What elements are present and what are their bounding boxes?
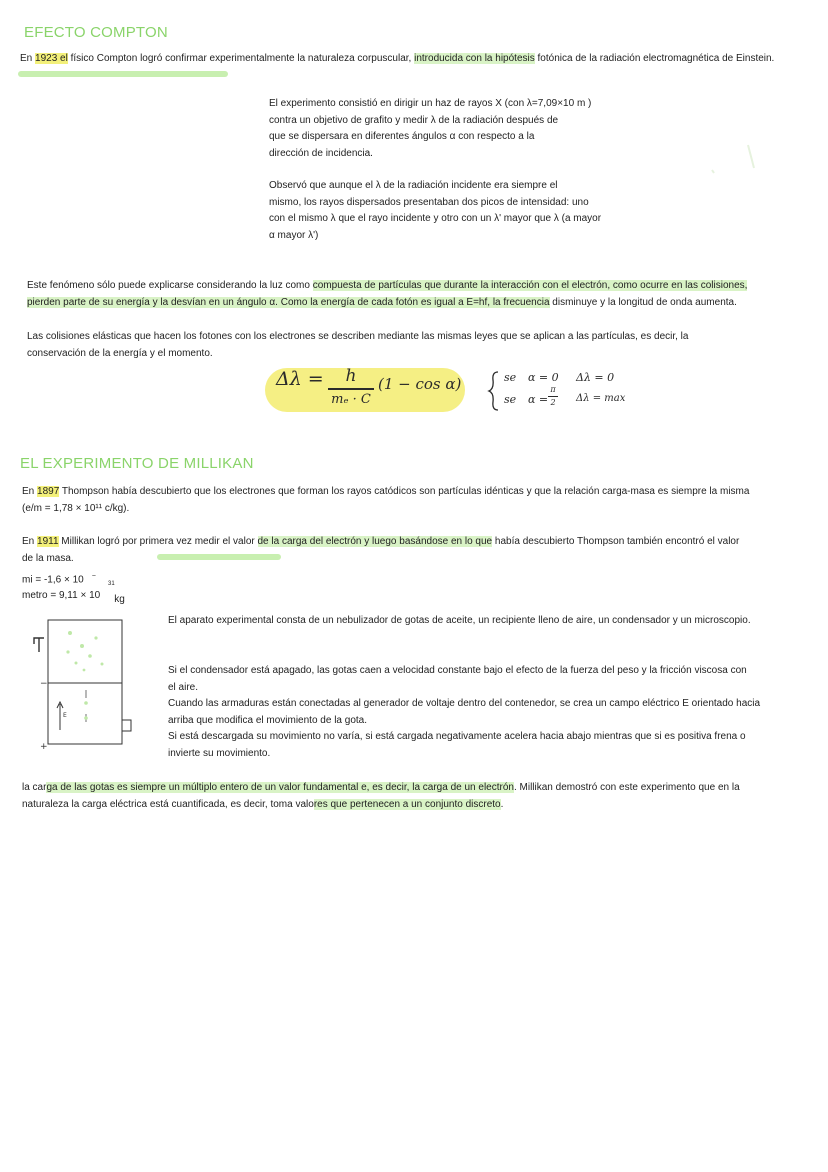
- mass-exponent: 31: [108, 581, 115, 587]
- highlight-stroke: [18, 71, 228, 77]
- compton-explanation: Este fenómeno sólo puede explicarse considerando la luz como compuesta de partículas que durante la interacción con el electrón, como ocurre en las colisiones, pierden parte de su energía y la desvían en un ángulo α. Como la energía de cada fotón es igual a E=hf, la frecuencia disminuye y la longitud de onda aumenta.: [27, 280, 748, 308]
- experiment-paragraph-1: El experimento consistió en dirigir un haz de rayos X (con λ=7,09×10 m ) contra un objetivo de grafito y medir λ de la radiación después de que se dispersara en diferentes ángulos α con respecto a la dirección de incidencia.: [269, 98, 592, 159]
- svg-text:+: +: [40, 742, 48, 752]
- millikan-conclusion: la carga de las gotas es siempre un múltiplo entero de un valor fundamental e, es decir, la carga de un electrón. Millikan demostró con este experimento que en la naturaleza la carga eléctrica está cuantificada, es decir, toma valores que pertenecen a un conjunto discreto.: [22, 782, 740, 810]
- svg-text:E: E: [63, 712, 67, 719]
- compton-heading: EFECTO COMPTON: [24, 24, 168, 41]
- condenser-off-text: Si el condensador está apagado, las gotas caen a velocidad constante bajo el efecto de la fuerza del peso y la fricción viscosa con el aire.: [168, 665, 747, 693]
- experiment-paragraph-2: Observó que aunque el λ de la radiación incidente era siempre el mismo, los rayos dispersados presentaban dos picos de intensidad: uno con el mismo λ que el rayo incidente y otro con un λ' mayor que λ (a mayor α mayor λ'): [269, 180, 602, 241]
- formula-numerator: h: [345, 366, 357, 386]
- formula-lhs: Δλ =: [276, 368, 324, 390]
- highlight-stroke: [157, 554, 281, 560]
- formula-denominator: mₑ · C: [331, 392, 371, 407]
- millikan-paragraph-1: En 1897 Thompson había descubierto que los electrones que forman los rayos catódicos son partículas idénticas y que la relación carga-masa es siempre la misma (e/m = 1,78 × 10¹¹ c/kg).: [22, 486, 750, 514]
- brace-icon: [488, 370, 502, 412]
- electron-mass: metro = 9,11 × 10 kg: [22, 590, 125, 605]
- collisions-paragraph: Las colisiones elásticas que hacen los fotones con los electrones se describen mediante las mismas leyes que se aplican a las partículas, es decir, la conservación de la energía y el momento.: [27, 331, 689, 359]
- apparatus-description: El aparato experimental consta de un nebulizador de gotas de aceite, un recipiente lleno de aire, un condensador y un microscopio.: [168, 615, 751, 626]
- millikan-paragraph-2: En 1911 Millikan logró por primera vez medir el valor de la carga del electrón y luego basándose en lo que había descubierto Thompson también encontró el valor de la masa.: [22, 536, 740, 564]
- compton-intro: En 1923 el físico Compton logró confirmar experimentalmente la naturaleza corpuscular, introducida con la hipótesis fotónica de la radiación electromagnética de Einstein.: [20, 53, 775, 64]
- faint-marks: [700, 140, 770, 180]
- millikan-apparatus-diagram: [30, 618, 140, 753]
- condenser-on-text: Cuando las armaduras están conectadas al generador de voltaje dentro del contenedor, se crea un campo eléctrico E orientado hacia arriba que modifica el movimiento de la gota. Si está descargada su movimiento no varía, si está cargada negativamente acelera hacia abajo mientras que si es positiva frena o invierte su movimiento.: [168, 698, 761, 759]
- fraction-bar: [328, 388, 374, 390]
- svg-text:−: −: [40, 679, 48, 689]
- formula-paren: (1 − cos α): [378, 375, 462, 393]
- electron-charge: mi = -1,6 × 10 −: [22, 573, 96, 586]
- millikan-heading: EL EXPERIMENTO DE MILLIKAN: [20, 455, 254, 472]
